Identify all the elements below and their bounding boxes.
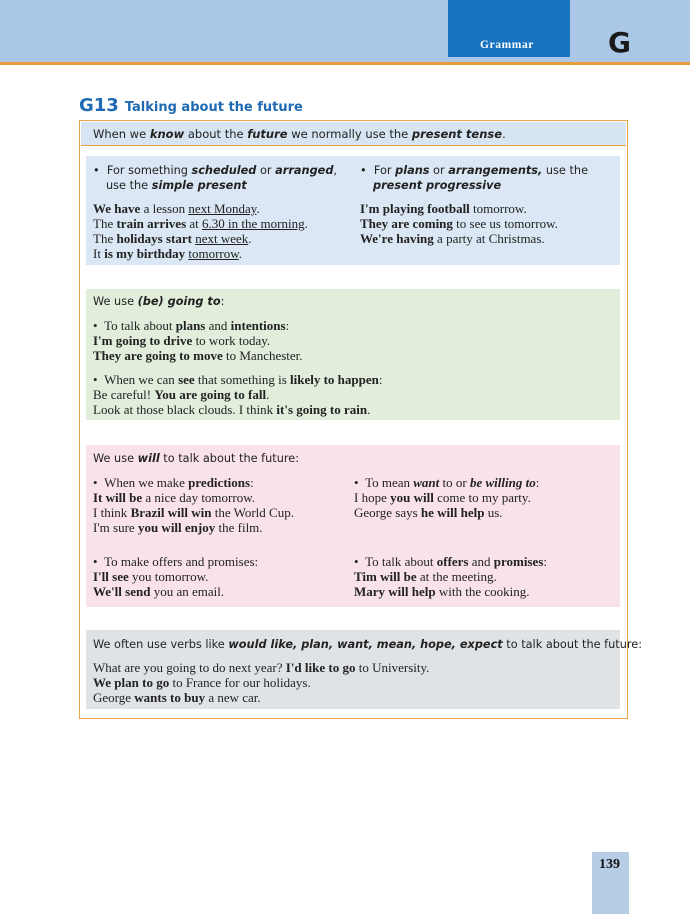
example-line: We have a lesson next Monday. [93,201,260,216]
example-line: They are going to move to Manchester. [93,348,303,363]
example-line: I'm playing football tomorrow. [360,201,527,216]
example-line: What are you going to do next year? I'd like to go to University. [93,660,430,675]
rule-line: • To mean want to or be willing to: [354,475,540,490]
header-band [0,0,690,62]
section-letter: G [608,26,631,59]
example-line: I'm going to drive to work today. [93,333,271,348]
example-line: It will be a nice day tomorrow. [93,490,255,505]
example-line: It is my birthday tomorrow. [93,246,243,261]
scheduled-rule: • For something scheduled or arranged, [93,164,338,177]
rule-line: • When we make predictions: [93,475,254,490]
plans-rule: • For plans or arrangements, use the [360,164,589,177]
example-line: I'll see you tomorrow. [93,569,209,584]
intro-text: When we know about the future we normally use the present tense. [93,127,506,141]
box-title: We often use verbs like would like, plan, want, mean, hope, expect to talk about the future: [93,638,643,651]
section-number: G13 [79,95,119,116]
example-line: We'll send you an email. [93,584,225,599]
going-to-box [86,289,620,420]
rule-line: • To talk about plans and intentions: [93,318,290,333]
header-divider [0,62,690,65]
example-line: We plan to go to France for our holidays. [93,675,311,690]
example-line: Mary will help with the cooking. [354,584,530,599]
intro-bar [81,122,626,146]
example-line: We're having a party at Christmas. [360,231,545,246]
page-number: 139 [599,857,620,872]
example-line: Be careful! You are going to fall. [93,387,270,402]
section-title: Talking about the future [124,100,303,115]
example-line: George says he will help us. [354,505,503,520]
plans-rule-cont: present progressive [373,179,502,192]
rule-line: • When we can see that something is likely to happen: [93,372,383,387]
simple-present-box [86,156,620,265]
example-line: George wants to buy a new car. [93,690,261,705]
rule-line: • To talk about offers and promises: [354,554,548,569]
box-title: We use (be) going to: [93,295,225,308]
example-line: They are coming to see us tomorrow. [360,216,558,231]
example-line: I'm sure you will enjoy the film. [93,520,263,535]
page-number-tab [592,852,629,914]
will-box [86,445,620,607]
verbs-box [86,630,643,709]
example-line: The holidays start next week. [93,231,252,246]
box-title: We use will to talk about the future: [93,452,300,465]
example-line: The train arrives at 6.30 in the morning. [93,216,308,231]
rule-line: • To make offers and promises: [93,554,259,569]
section-heading [79,95,303,116]
example-line: Look at those black clouds. I think it's going to rain. [93,402,371,417]
example-line: I hope you will come to my party. [354,490,531,505]
grammar-tab[interactable] [448,0,570,57]
scheduled-rule-cont: use the simple present [106,179,247,192]
example-line: Tim will be at the meeting. [354,569,497,584]
grammar-tab-label: Grammar [480,39,535,51]
example-line: I think Brazil will win the World Cup. [93,505,294,520]
